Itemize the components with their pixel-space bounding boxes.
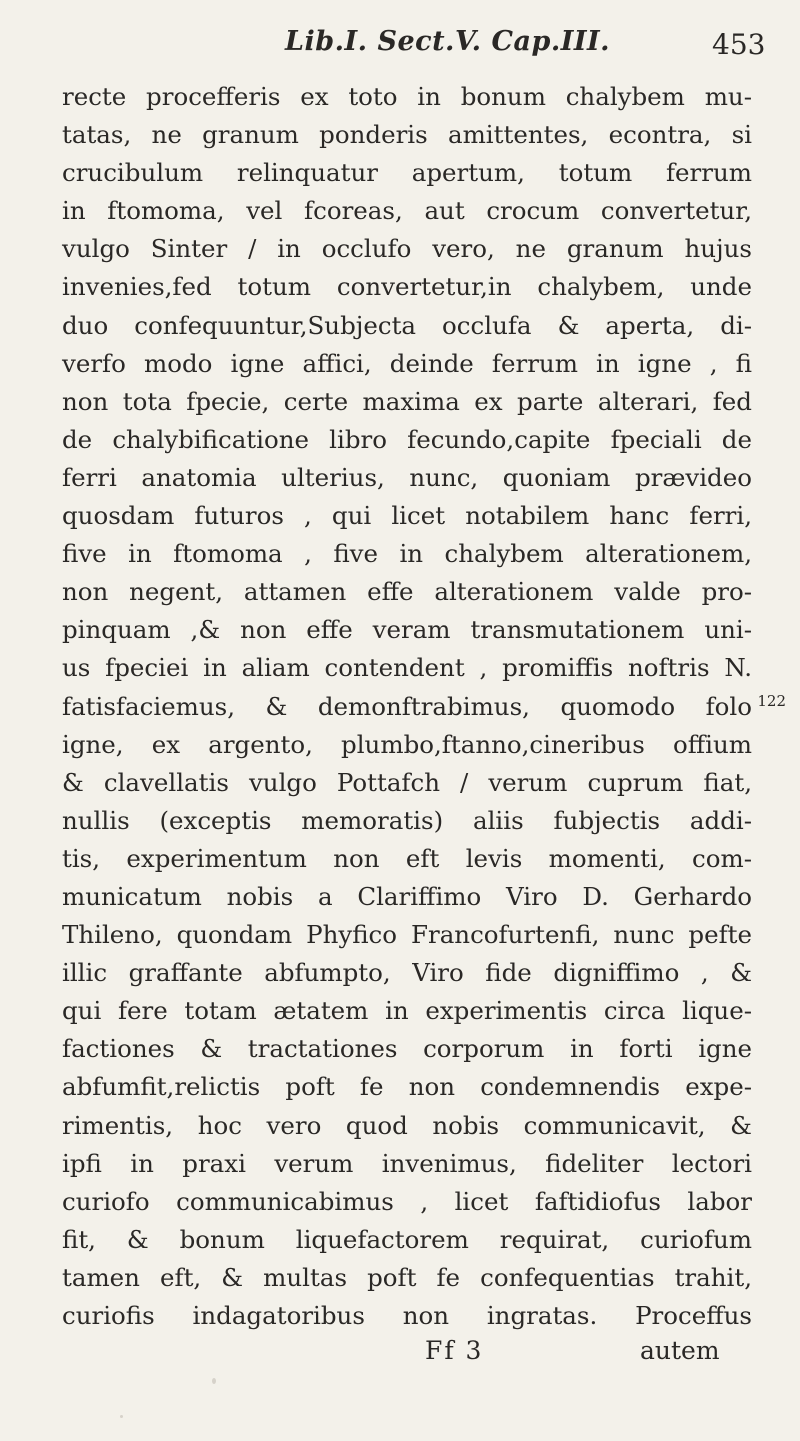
text-line-content: vulgo Sinter / in occlufo vero, ne granum hujus [62,234,752,264]
body-text [62,78,786,1335]
text-line [62,268,752,306]
text-line-content: fatisfaciemus, & demonftrabimus, quomodo folo [62,691,752,721]
text-line [62,230,752,268]
text-line-content: igne, ex argento, plumbo,ftanno,cineribus offium [62,729,752,759]
text-line [62,916,752,954]
text-line-content: municatum nobis a Clariffimo Viro D. Gerhardo [62,881,752,911]
text-line-content: in ftomoma, vel fcoreas, aut crocum convertetur, [62,196,752,226]
text-line [62,992,752,1030]
text-line-content: duo confequuntur,Subjecta occlufa & aperta, di- [62,310,752,340]
text-line [62,764,752,802]
text-line [62,1297,752,1335]
text-line-content: crucibulum relinquatur apertum, totum ferrum [62,158,752,188]
text-line-content: fit, & bonum liquefactorem requirat, curiofum [62,1224,752,1254]
text-line [62,802,752,840]
margin-note: 122 [757,691,786,710]
text-line [62,954,752,992]
text-line-content: recte procefferis ex toto in bonum chalybem mu- [62,82,752,111]
text-line-content: qui fere totam ætatem in experimentis circa lique- [62,996,752,1026]
paper-speck [120,1415,123,1418]
text-line-content: illic graffante abfumpto, Viro fide digniffimo , & [62,958,752,988]
text-line-content: non negent, attamen effe alterationem valde pro- [62,577,752,607]
text-line [62,116,752,154]
text-line-content: five in ftomoma , five in chalybem alterationem, [62,539,752,569]
page-number: 453 [712,28,766,61]
text-line-content: de chalybificatione libro fecundo,capite fpeciali de [62,424,752,454]
footer-line [0,1336,800,1374]
text-line-content: & clavellatis vulgo Pottafch / verum cuprum fiat, [62,767,752,797]
text-line [62,78,752,116]
text-line [62,726,752,764]
text-line-content: Thileno, quondam Phyfico Francofurtenfi, nunc pefte [62,920,752,950]
text-line [62,383,752,421]
text-line-content: factiones & tractationes corporum in forti igne [62,1034,752,1064]
text-line-content: curiofis indagatoribus non ingratas. Proceffus [62,1301,752,1330]
text-line-content: pinquam ,& non effe veram transmutationem uni- [62,615,752,645]
text-line-content: verfo modo igne affici, deinde ferrum in igne , fi [62,348,752,378]
paper-speck [212,1378,216,1384]
text-line [62,497,752,535]
text-line [62,459,752,497]
text-line [62,878,752,916]
running-title: Lib.I. Sect.V. Cap.III. [285,26,611,57]
text-line-content: invenies,fed totum convertetur,in chalybem, unde [62,272,752,302]
text-line [62,345,752,383]
text-line [62,1183,752,1221]
text-line [62,1259,752,1297]
signature-mark: Ff 3 [425,1336,484,1365]
text-line [62,1145,752,1183]
text-line [62,611,752,649]
text-line-content: quosdam futuros , qui licet notabilem hanc ferri, [62,501,752,531]
text-line [62,192,752,230]
text-line-content: non tota fpecie, certe maxima ex parte alterari, fed [62,386,752,416]
text-line [62,840,752,878]
catchword: autem [640,1336,720,1365]
text-line [62,421,752,459]
text-line-content: ipfi in praxi verum invenimus, fideliter lectori [62,1148,752,1178]
text-line [62,1107,752,1145]
page-header [0,14,800,74]
text-line-content: rimentis, hoc vero quod nobis communicavit, & [62,1110,752,1140]
text-line [62,573,752,611]
text-line [62,649,752,687]
text-line [62,1068,752,1106]
text-line [62,1030,752,1068]
text-line-content: tis, experimentum non eft levis momenti, com- [62,843,752,873]
text-line-content: ferri anatomia ulterius, nunc, quoniam prævideo [62,462,752,492]
text-line [62,535,752,573]
text-line-content: tatas, ne granum ponderis amittentes, econtra, si [62,120,752,150]
text-line [62,307,752,345]
text-line [62,688,786,726]
text-line-content: tamen eft, & multas poft fe confequentias trahit, [62,1262,752,1292]
text-line [62,154,752,192]
text-line-content: nullis (exceptis memoratis) aliis fubjectis addi- [62,805,752,835]
text-line [62,1221,752,1259]
text-line-content: us fpeciei in aliam contendent , promiffis noftris N. [62,653,752,683]
text-line-content: curiofo communicabimus , licet faftidiofus labor [62,1186,752,1216]
text-line-content: abfumfit,relictis poft fe non condemnendis expe- [62,1072,752,1102]
